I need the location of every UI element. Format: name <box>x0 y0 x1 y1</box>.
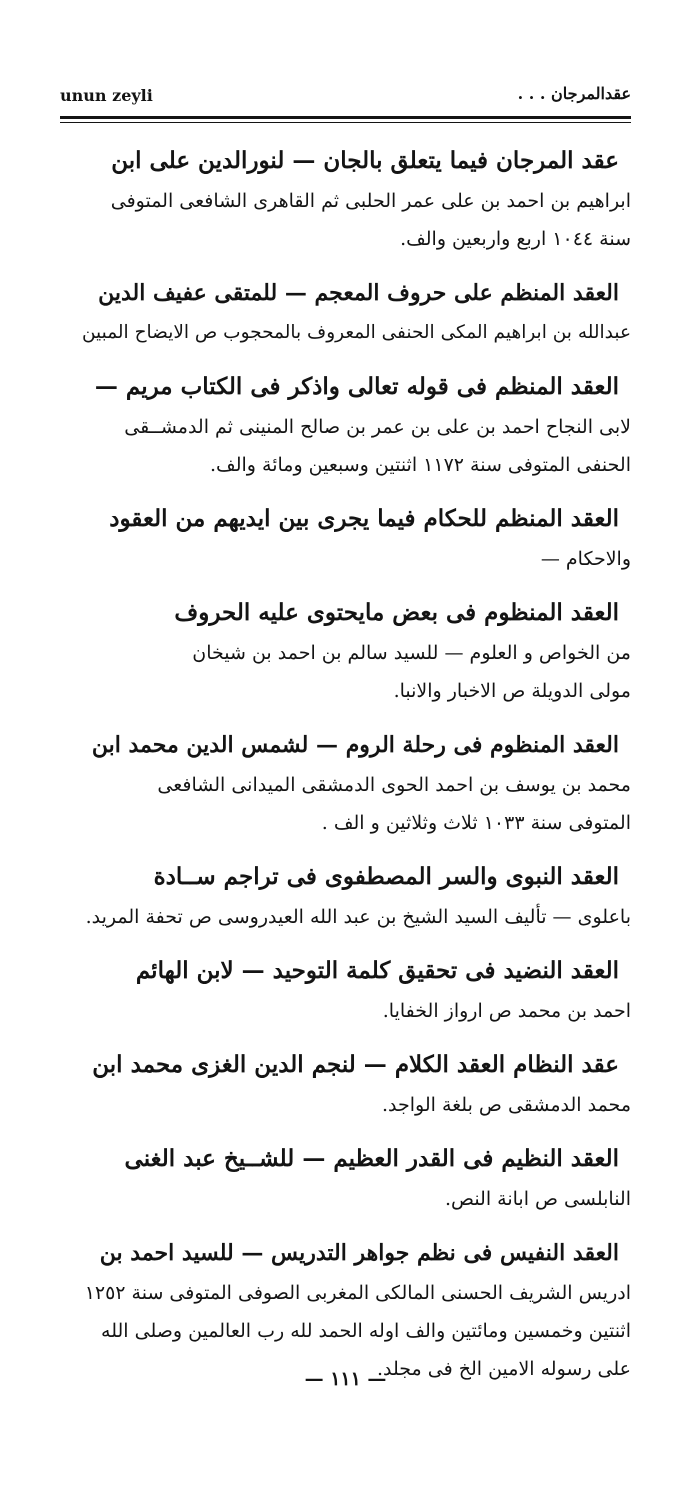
entry-title-line: عقد النظام العقد الكلام — لنجم الدين الغزى محمد ابن <box>92 1051 619 1078</box>
bibliography-entry <box>80 140 631 258</box>
bibliography-entry <box>80 724 631 842</box>
entry-text-line: اثنتين وخمسين ومائتين والف اوله الحمد لله رب العالمين وصلى الله <box>101 1320 631 1342</box>
entry-text-line: والاحكام — <box>540 548 631 570</box>
bibliography-entry <box>80 856 631 936</box>
header-rule-thin <box>60 122 631 123</box>
bibliography-entry <box>80 1044 631 1124</box>
entry-text-line: باعلوى — تأليف السيد الشيخ بن عبد الله العيدروسى ص تحفة المريد. <box>85 906 631 928</box>
bibliography-entry <box>80 498 631 578</box>
entry-text-line: عبدالله بن ابراهيم المكى الحنفى المعروف بالمحجوب ص الايضاح المبين <box>81 322 631 343</box>
entry-title-line: العقد النفيس فى نظم جواهر التدريس — للسيد احمد بن <box>99 1240 619 1266</box>
bibliography-entry <box>80 272 631 352</box>
bibliography-entry <box>80 950 631 1030</box>
entry-text-line: محمد بن يوسف بن احمد الحوى الدمشقى الميدانى الشافعى <box>157 774 631 796</box>
entry-title-line: العقد النبوى والسر المصطفوى فى تراجم ســادة <box>153 863 619 890</box>
header-running-title: عقدالمرجان . . . <box>517 84 631 103</box>
entry-text-line: الحنفى المتوفى سنة ١١٧٢ اثنتين وسبعين ومائة والف. <box>210 454 631 476</box>
entry-text-line: ادريس الشريف الحسنى المالكى المغربى الصوفى المتوفى سنة ١٢٥٢ <box>84 1282 631 1304</box>
header-rule-thick <box>60 116 631 119</box>
entry-title-line: عقد المرجان فيما يتعلق بالجان — لنورالدين على ابن <box>111 147 619 174</box>
entry-text-line: سنة ١٠٤٤ اربع واربعين والف. <box>400 228 631 250</box>
entries-list <box>80 140 631 1402</box>
entry-title-line: العقد المنظم فى قوله تعالى واذكر فى الكتاب مريم — <box>94 373 619 400</box>
entry-text-line: محمد الدمشقى ص بلغة الواجد. <box>382 1094 631 1116</box>
bibliography-entry <box>80 592 631 710</box>
entry-title-line: العقد المنظم للحكام فيما يجرى بين ايديهم من العقود <box>109 505 619 532</box>
entry-title-line: العقد النظيم فى القدر العظيم — للشــيخ عبد الغنى <box>124 1145 619 1172</box>
entry-title-line: العقد المنظوم فى رحلة الروم — لشمس الدين محمد ابن <box>91 732 619 758</box>
entry-text-line: من الخواص و العلوم — للسيد سالم بن احمد بن شيخان <box>192 642 631 664</box>
header-volume-title: unun zeyli <box>60 86 153 105</box>
bibliography-entry <box>80 1232 631 1388</box>
entry-title-line: العقد النضيد فى تحقيق كلمة التوحيد — لابن الهائم <box>135 957 619 984</box>
entry-text-line: المتوفى سنة ١٠٣٣ ثلاث وثلاثين و الف . <box>321 812 631 834</box>
entry-title-line: العقد المنظوم فى بعض مايحتوى عليه الحروف <box>174 599 619 626</box>
entry-text-line: النابلسى ص ابانة النص. <box>445 1188 631 1210</box>
entry-title-line: العقد المنظم على حروف المعجم — للمتقى عفيف الدين <box>98 280 619 306</box>
entry-text-line: على رسوله الامين الخ فى مجلد. <box>376 1358 631 1380</box>
page-header <box>60 80 631 110</box>
page-number: — ١١١ — <box>304 1368 387 1390</box>
bibliography-entry <box>80 366 631 484</box>
entry-text-line: احمد بن محمد ص ارواز الخفايا. <box>382 1000 631 1022</box>
entry-text-line: لابى النجاح احمد بن على بن عمر بن صالح المنينى ثم الدمشــقى <box>124 416 631 438</box>
entry-text-line: مولى الدويلة ص الاخبار والانبا. <box>393 680 631 702</box>
entry-text-line: ابراهيم بن احمد بن على عمر الحلبى ثم القاهرى الشافعى المتوفى <box>110 190 631 212</box>
bibliography-entry <box>80 1138 631 1218</box>
